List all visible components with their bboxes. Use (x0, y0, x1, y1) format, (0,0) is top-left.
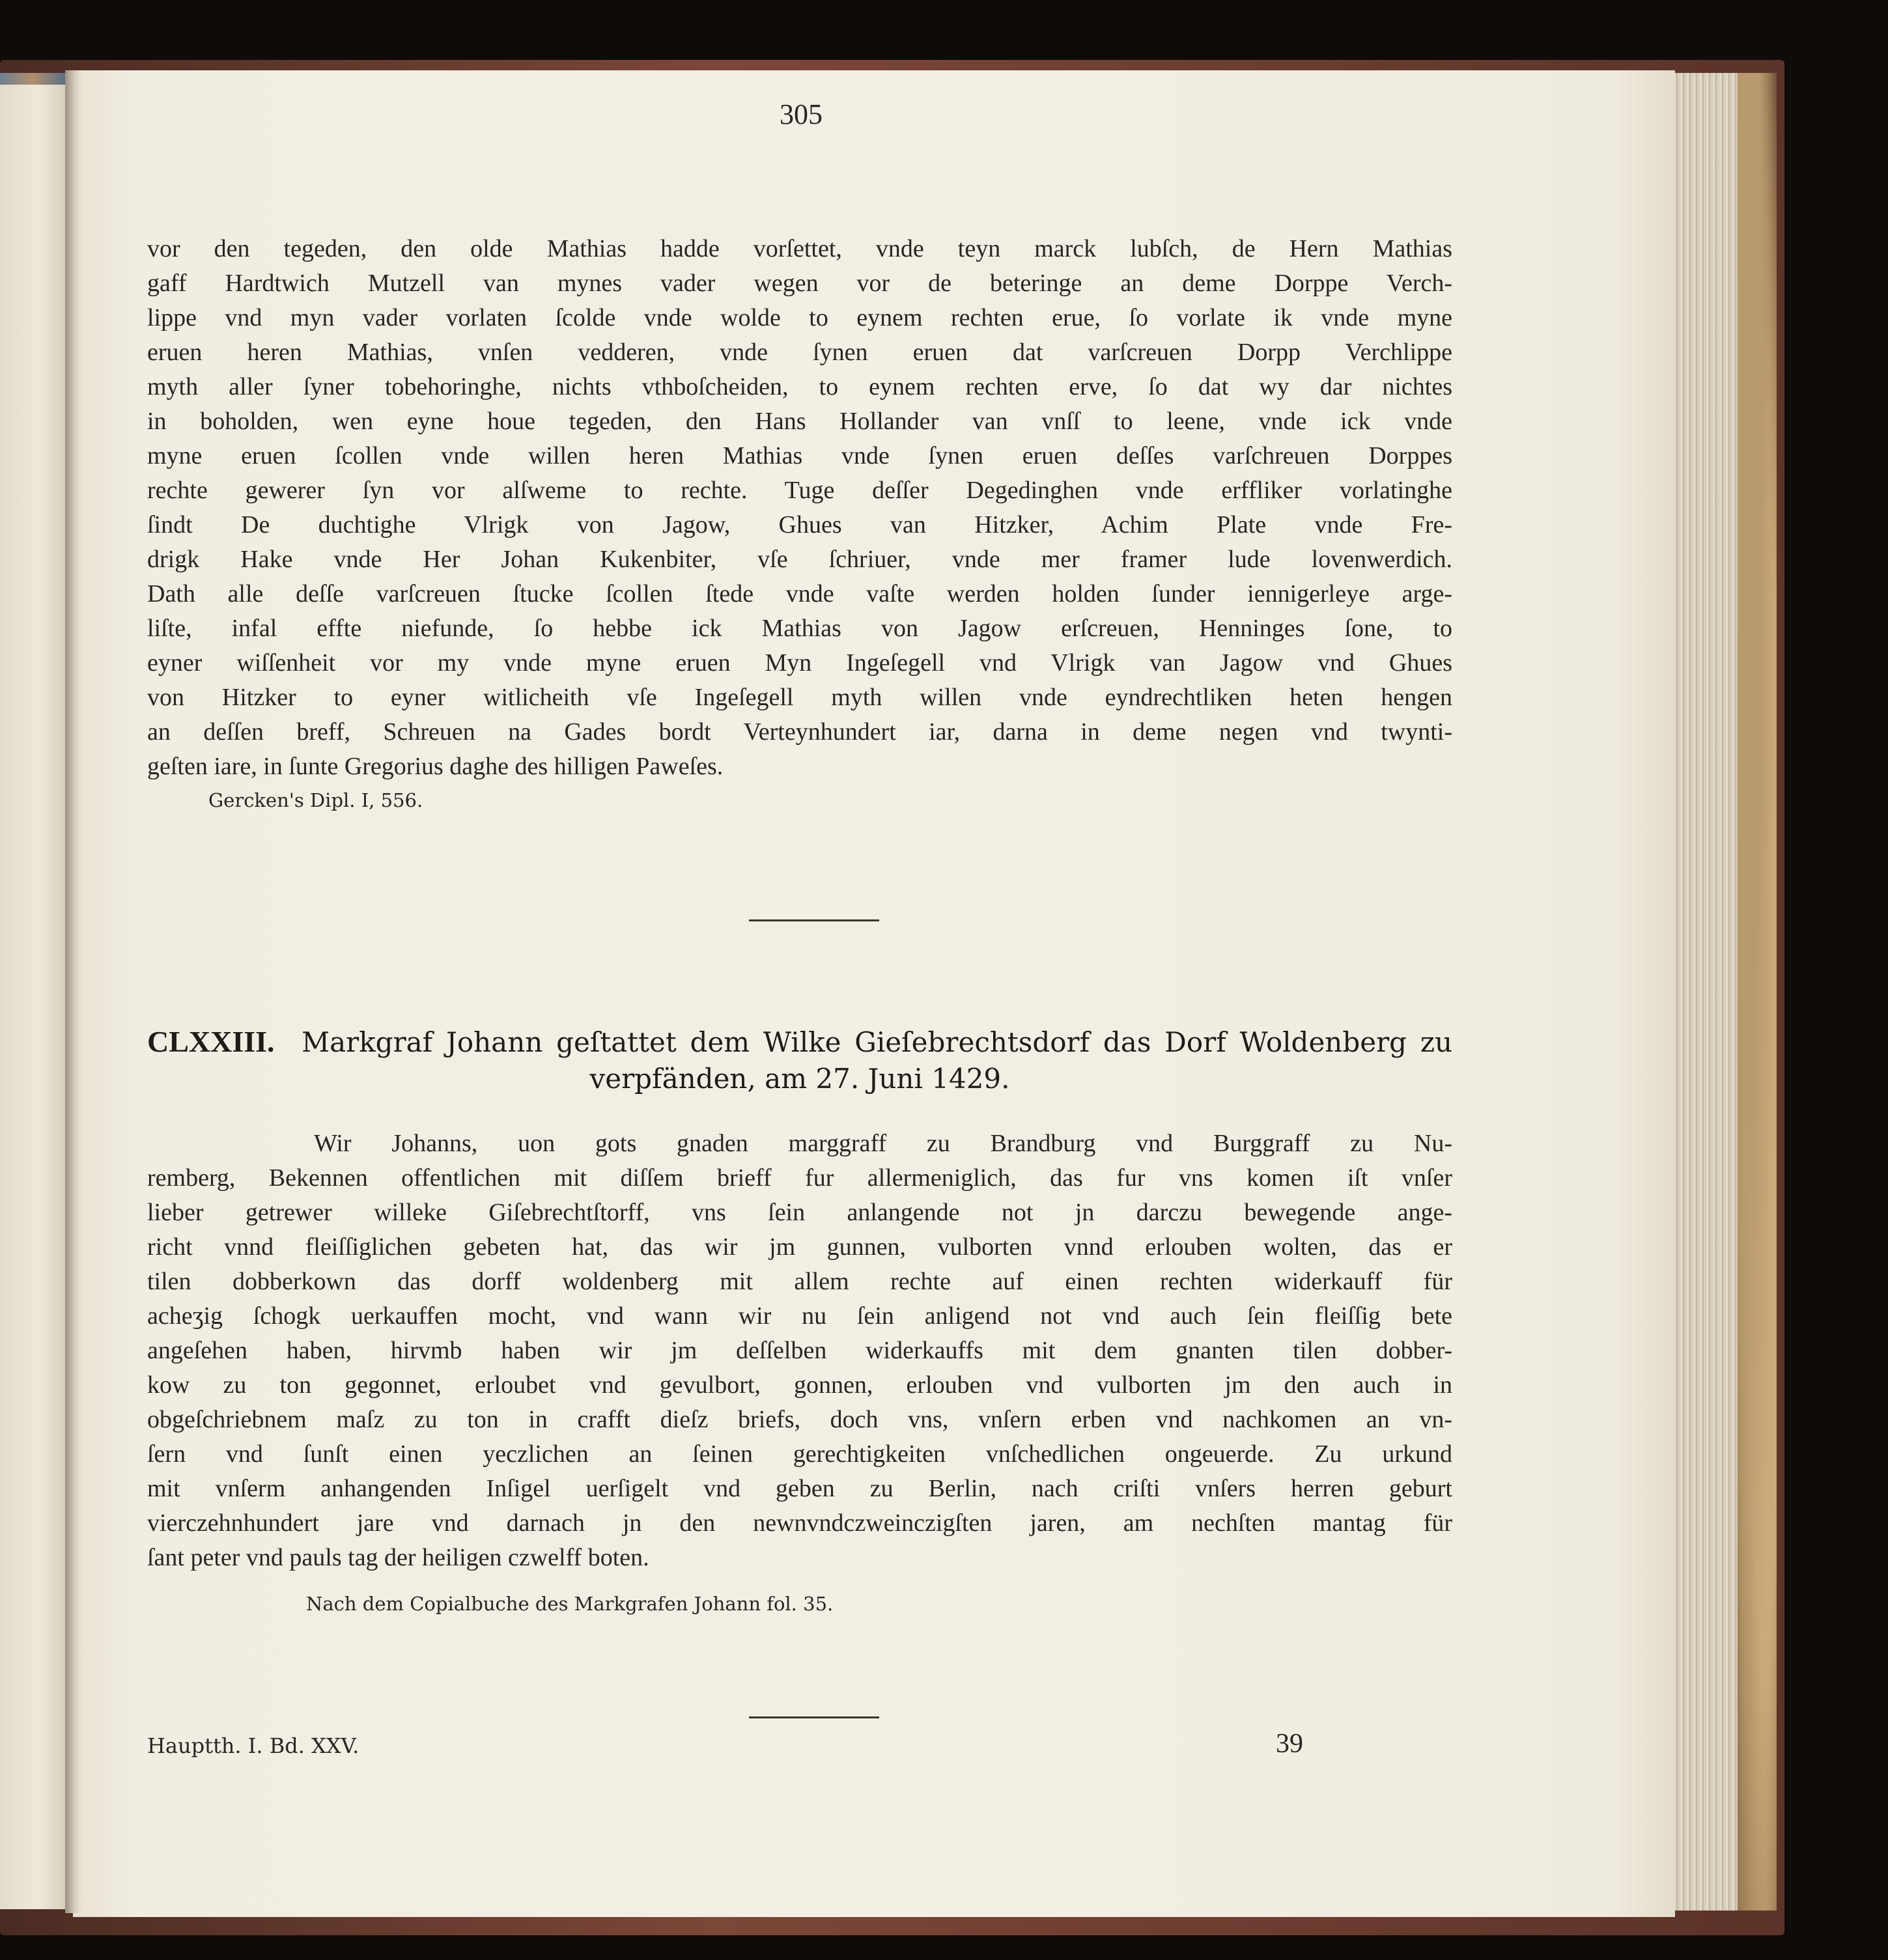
page-number: 305 (780, 98, 823, 130)
text-line: angeſehen haben, hirvmb haben wir jm deſſelben widerkauffs mit dem gnanten tilen dobber- (147, 1337, 1452, 1364)
text-line: Wir Johanns, uon gots gnaden marggraff zu Brandburg vnd Burggraff zu Nu- (314, 1130, 1452, 1157)
text-line: ſindt De duchtighe Vlrigk von Jagow, Ghues van Hitzker, Achim Plate vnde Fre- (147, 511, 1452, 539)
signature-mark: Hauptth. I. Bd. XXV. (147, 1733, 359, 1758)
left-page-edge (0, 73, 68, 1909)
text-line: eyner wiſſenheit vor my vnde myne eruen Myn Ingeſegell vnd Vlrigk van Jagow vnd Ghues (147, 649, 1452, 677)
source-citation: Nach dem Copialbuche des Markgrafen Johann fol. 35. (306, 1593, 834, 1615)
page-block-edge (1672, 73, 1739, 1911)
text-line: tilen dobberkown das dorff woldenberg mit allem rechte auf einen rechten widerkauff für (147, 1268, 1452, 1295)
text-line: liſte, infal effte niefunde, ſo hebbe ick Mathias von Jagow erſcreuen, Henninges ſone, to (147, 615, 1452, 642)
text-line: Dath alle deſſe varſcreuen ſtucke ſcollen ſtede vnde vaſte werden holden ſunder iennigerleye arge- (147, 580, 1452, 608)
source-citation: Gercken's Dipl. I, 556. (208, 789, 423, 811)
text-line: mit vnſerm anhangenden Inſigel uerſigelt vnd geben zu Berlin, nach criſti vnſers herren geburt (147, 1475, 1452, 1502)
text-line: rechte gewerer ſyn vor alſweme to rechte. Tuge deſſer Degedinghen vnde erffliker vorlatinghe (147, 477, 1452, 504)
text-line: drigk Hake vnde Her Johan Kukenbiter, vſe ſchriuer, vnde mer framer lude lovenwerdich. (147, 546, 1452, 573)
text-line: acheʒig ſchogk uerkauffen mocht, vnd wann wir nu ſein anligend not vnd auch ſein fleiſſig bete (147, 1302, 1452, 1330)
continuation-text (147, 232, 1452, 784)
text-line: myne eruen ſcollen vnde willen heren Mathias vnde ſynen eruen deſſes varſchreuen Dorppes (147, 442, 1452, 469)
text-line: ſant peter vnd pauls tag der heiligen czwelff boten. (147, 1544, 649, 1571)
text-line: von Hitzker to eyner witlicheith vſe Ingeſegell myth willen vnde eyndrechtliken heten hengen (147, 684, 1452, 711)
text-line: in boholden, wen eyne houe tegeden, den Hans Hollander van vnſſ to leene, vnde ick vnde (147, 408, 1452, 435)
text-line: richt vnnd fleiſſiglichen gebeten hat, das wir jm gunnen, vulborten vnnd erlouben wolten, das er (147, 1233, 1452, 1261)
section-divider (749, 919, 879, 921)
text-line: an deſſen breff, Schreuen na Gades bordt Verteynhundert iar, darna in deme negen vnd twynti- (147, 718, 1452, 746)
text-line: vor den tegeden, den olde Mathias hadde vorſettet, vnde teyn marck lubſch, de Hern Mathias (147, 235, 1452, 262)
document-title-line-2: verpfänden, am 27. Juni 1429. (589, 1063, 1010, 1095)
text-line: eruen heren Mathias, vnſen vedderen, vnde ſynen eruen dat varſcreuen Dorpp Verchlippe (147, 339, 1452, 366)
document-heading (147, 1024, 1452, 1097)
text-line: vierczehnhundert jare vnd darnach jn den newnvndczweinczigſten jaren, am nechſten mantag für (147, 1509, 1452, 1537)
heading-line-1 (147, 1024, 1452, 1061)
signature-number: 39 (1276, 1729, 1303, 1759)
book-gutter (65, 70, 82, 1913)
marbled-edge (1738, 73, 1777, 1911)
text-line: gaff Hardtwich Mutzell van mynes vader wegen vor de beteringe an deme Dorppe Verch- (147, 270, 1452, 297)
text-line: remberg, Bekennen offentlichen mit diſſem brieff fur allermeniglich, das fur vns komen iſt vnſer (147, 1164, 1452, 1192)
text-line: kow zu ton gegonnet, erloubet vnd gevulbort, gonnen, erlouben vnd vulborten jm den auch in (147, 1371, 1452, 1399)
document-numeral: CLXXIII. (147, 1025, 275, 1058)
text-line: geſten iare, in ſunte Gregorius daghe des hilligen Paweſes. (147, 753, 724, 780)
text-line: ſern vnd ſunſt einen yeczlichen an ſeinen gerechtigkeiten vnſchedlichen ongeuerde. Zu urkund (147, 1440, 1452, 1468)
text-line: obgeſchriebnem maſz zu ton in crafft dieſz briefs, doch vns, vnſern erben vnd nachkomen an vn- (147, 1406, 1452, 1433)
text-line: lieber getrewer willeke Giſebrechtſtorff, vns ſein anlangende not jn darczu bewegende ange- (147, 1199, 1452, 1226)
text-line: myth aller ſyner tobehoringhe, nichts vthboſcheiden, to eynem rechten erve, ſo dat wy dar nichtes (147, 373, 1452, 400)
text-line: lippe vnd myn vader vorlaten ſcolde vnde wolde to eynem rechten erue, ſo vorlate ik vnde myne (147, 304, 1452, 331)
footer-divider (749, 1716, 879, 1718)
document-title-line-1: Markgraf Johann geſtattet dem Wilke Gieſebrechtsdorf das Dorf Woldenberg zu (302, 1026, 1453, 1058)
document-body (147, 1127, 1452, 1575)
